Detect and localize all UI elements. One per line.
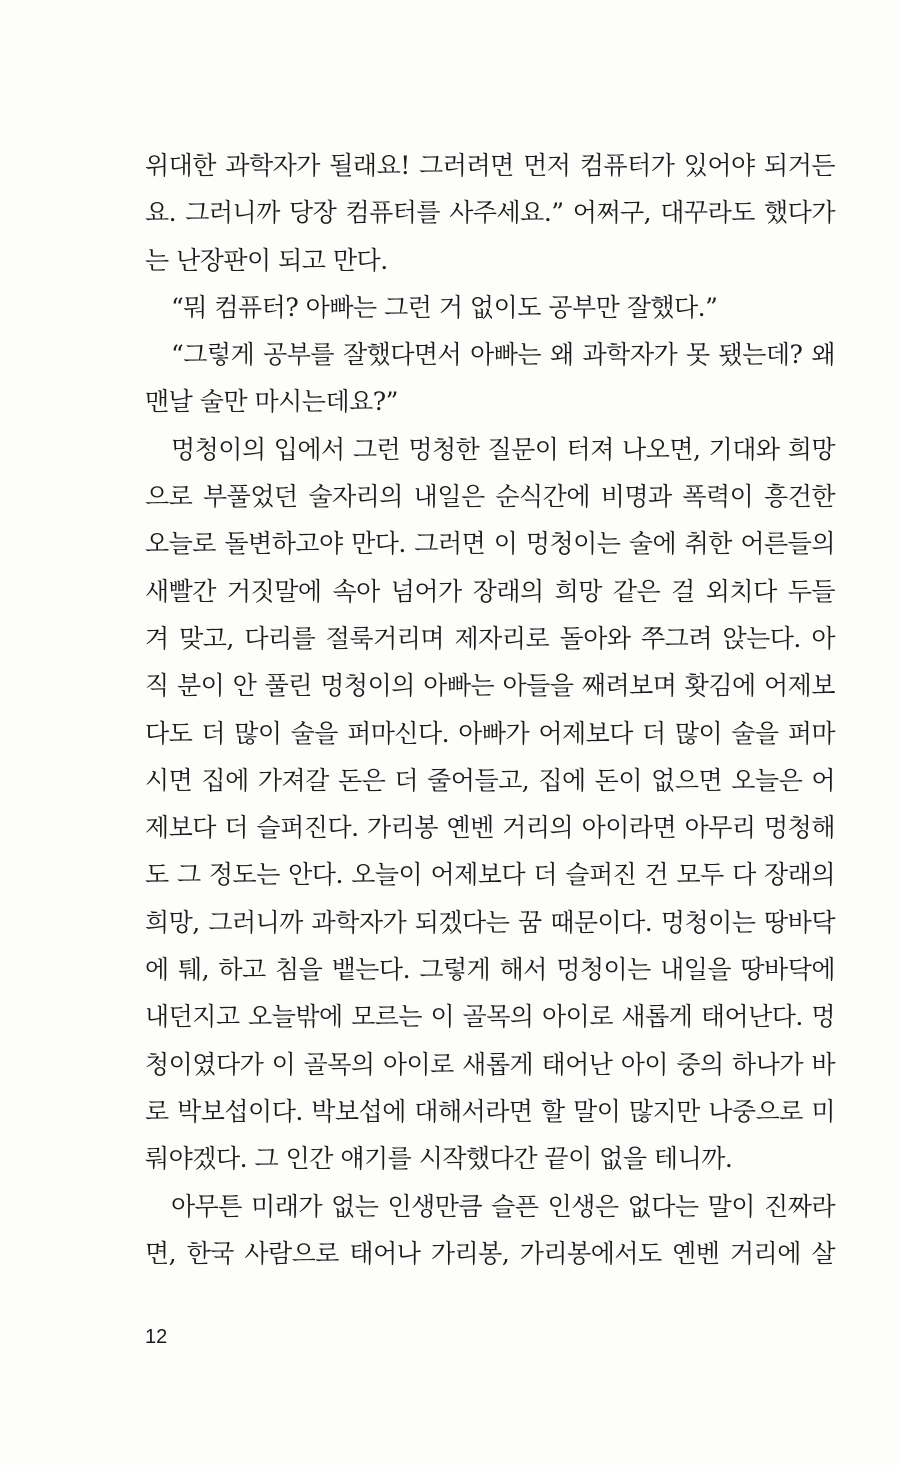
text-line: 로 박보섭이다. 박보섭에 대해서라면 할 말이 많지만 나중으로 미 [145,1096,835,1126]
text-line: 희망, 그러니까 과학자가 되겠다는 꿈 때문이다. 멍청이는 땅바닥 [145,907,835,937]
text-line: 는 난장판이 되고 만다. [145,245,388,275]
text-line: 도 그 정도는 안다. 오늘이 어제보다 더 슬퍼진 건 모두 다 장래의 [145,860,835,890]
text-line: “뭐 컴퓨터? 아빠는 그런 거 없이도 공부만 잘했다.” [171,292,718,322]
text-line: 청이였다가 이 골목의 아이로 새롭게 태어난 아이 중의 하나가 바 [145,1049,835,1079]
page-number: 12 [145,1326,168,1348]
text-line: 겨 맞고, 다리를 절룩거리며 제자리로 돌아와 쭈그려 앉는다. 아 [145,623,835,653]
text-line: 면, 한국 사람으로 태어나 가리봉, 가리봉에서도 옌벤 거리에 살 [145,1238,835,1268]
text-line: 멍청이의 입에서 그런 멍청한 질문이 터져 나오면, 기대와 희망 [171,434,835,464]
text-line: 오늘로 돌변하고야 만다. 그러면 이 멍청이는 술에 취한 어른들의 [145,529,835,559]
text-line: 다도 더 많이 술을 퍼마신다. 아빠가 어제보다 더 많이 술을 퍼마 [145,718,835,748]
text-line: 맨날 술만 마시는데요?” [145,387,398,417]
text-line: 에 퉤, 하고 침을 뱉는다. 그렇게 해서 멍청이는 내일을 땅바닥에 [145,955,835,985]
text-line: “그렇게 공부를 잘했다면서 아빠는 왜 과학자가 못 됐는데? 왜 [171,340,835,370]
text-line: 내던지고 오늘밖에 모르는 이 골목의 아이로 새롭게 태어난다. 멍 [145,1002,835,1032]
text-line: 위대한 과학자가 될래요! 그러려면 먼저 컴퓨터가 있어야 되거든 [145,151,835,180]
text-line: 아무튼 미래가 없는 인생만큼 슬픈 인생은 없다는 말이 진짜라 [171,1191,835,1221]
text-line: 직 분이 안 풀린 멍청이의 아빠는 아들을 째려보며 홧김에 어제보 [145,671,835,701]
text-line: 제보다 더 슬퍼진다. 가리봉 옌벤 거리의 아이라면 아무리 멍청해 [145,813,835,843]
body-text [145,142,835,1277]
text-line: 새빨간 거짓말에 속아 넘어가 장래의 희망 같은 걸 외치다 두들 [145,576,835,606]
text-line: 시면 집에 가져갈 돈은 더 줄어들고, 집에 돈이 없으면 오늘은 어 [145,765,835,795]
text-line: 요. 그러니까 당장 컴퓨터를 사주세요.” 어쩌구, 대꾸라도 했다가 [145,198,835,228]
text-line: 뤄야겠다. 그 인간 얘기를 시작했다간 끝이 없을 테니까. [145,1144,733,1174]
text-line: 으로 부풀었던 술자리의 내일은 순식간에 비명과 폭력이 흥건한 [145,482,835,512]
